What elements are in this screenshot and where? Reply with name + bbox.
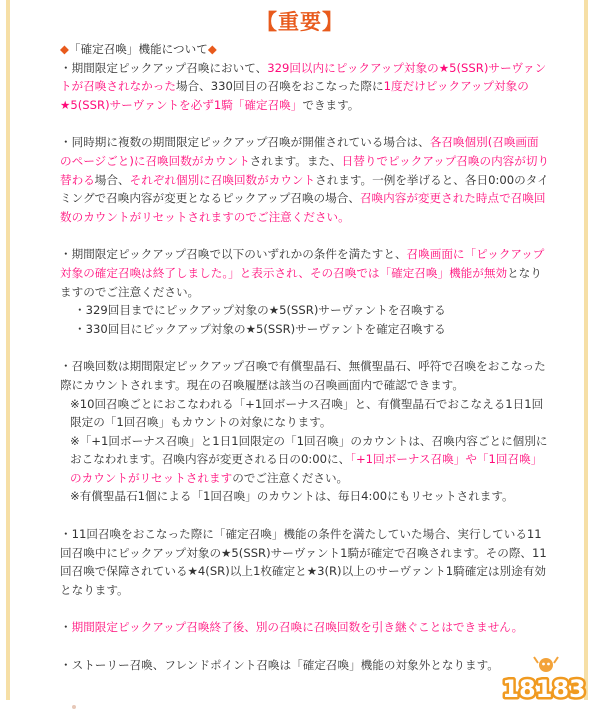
list-item: ・330回目にピックアップ対象の★5(SSR)サーヴァントを確定召喚する	[74, 321, 446, 336]
heading-text: 「確定召喚」機能について	[68, 42, 208, 56]
paragraph-excluded: ・ストーリー召喚、フレンドポイント召喚は「確定召喚」機能の対象外となります。	[60, 658, 499, 673]
highlight-text: 1度だけピックアップ対象の★5(SSR)サーヴァントを必ず1騎「確定召喚」	[60, 79, 529, 112]
page-title: 【重要】	[256, 10, 344, 34]
decor-dot	[72, 705, 76, 709]
diamond-icon: ◆	[60, 42, 69, 56]
paragraph-no-carryover	[60, 618, 550, 637]
section-heading	[60, 40, 550, 59]
text: ・期間限定ピックアップ召喚で以下のいずれかの条件を満たすと、	[60, 247, 407, 262]
highlight-text: 召喚内容が変更された時点で召喚回数のカウントがリセットされますのでご注意ください。	[60, 191, 546, 224]
site-logo	[494, 653, 594, 711]
paragraph-count: ・召喚回数は期間限定ピックアップ召喚で有償聖晶石、無償聖晶石、呼符で召喚をおこなった際にカウントされます。現在の召喚履歴は該当の召喚画面内で確認できます。	[60, 359, 546, 392]
note: ※有償聖晶石1個による「1回召喚」のカウントは、毎日4:00にもリセットされます。	[70, 489, 514, 504]
text: できます。	[302, 97, 360, 112]
paragraph-guarantee	[60, 59, 550, 115]
notice-content	[60, 40, 550, 675]
highlight-text: それぞれ個別に召喚回数がカウント	[129, 172, 316, 187]
highlight-text: 召喚画面に「ピックアップ対象の確定召喚は終了しました。」と表示され、その召喚では「確定召喚」機能が無効	[60, 247, 545, 280]
diamond-icon: ◆	[207, 42, 217, 56]
paragraph-end-condition	[60, 245, 550, 301]
highlight-text: 「+1回ボーナス召喚」や「1回召喚」のカウントがリセットされます	[70, 452, 543, 485]
note	[60, 432, 550, 488]
text: ・同時期に複数の期間限定ピックアップ召喚が開催されている場合は、	[60, 135, 430, 150]
list-item: ・329回目までにピックアップ対象の★5(SSR)サーヴァントを召喚する	[74, 303, 446, 318]
text: されます。また、	[249, 153, 342, 168]
highlight-text: 日替りでピックアップ召喚の内容が切り替わる	[60, 153, 550, 187]
text: 場合、	[94, 172, 130, 187]
logo-mascot-icon	[534, 657, 558, 672]
highlight-text: 各召喚個別(召喚画面のページごと)に召喚回数がカウント	[60, 135, 539, 168]
logo-text: 18183	[502, 675, 586, 703]
text: ※「+1回ボーナス召喚」と1日1回限定の「1回召喚」のカウントは、召喚内容ごとに個別におこなわれます。召喚内容が変更される日の0:00に、	[70, 433, 548, 467]
paragraph-11-summon: ・11回召喚をおこなった際に「確定召喚」機能の条件を満たしていた場合、実行している11回召喚中にピックアップ対象の★5(SSR)サーヴァント1騎が確定で召喚されます。その際、11回召喚で保障されている★4(SR)以上1枚確定と★3(R)以上のサーヴァント1騎確定は別途有効となります。	[60, 527, 547, 597]
text: となりますのでご注意ください。	[60, 265, 542, 299]
highlight-text: 329回以内にピックアップ対象の★5(SSR)サーヴァントが召喚されなかった	[60, 60, 547, 94]
highlight-text: 期間限定ピックアップ召喚終了後、別の召喚に召喚回数を引き継ぐことはできません。	[71, 620, 524, 635]
paragraph-multiple-banners	[60, 133, 550, 226]
text: ・	[60, 620, 72, 635]
text: されます。一例を挙げると、各日0:00のタイミングで召喚内容が変更となるピックアップ召喚の場合、	[60, 172, 549, 206]
text: ・期間限定ピックアップ召喚において、	[60, 60, 268, 75]
text: のでご注意ください。	[232, 470, 349, 485]
text: 場合、330回目の召喚をおこなった際に	[175, 79, 384, 94]
note: ※10回召喚ごとにおこなわれる「+1回ボーナス召喚」と、有償聖晶石でおこなえる1日1回限定の「1回召喚」もカウントの対象になります。	[70, 396, 544, 430]
